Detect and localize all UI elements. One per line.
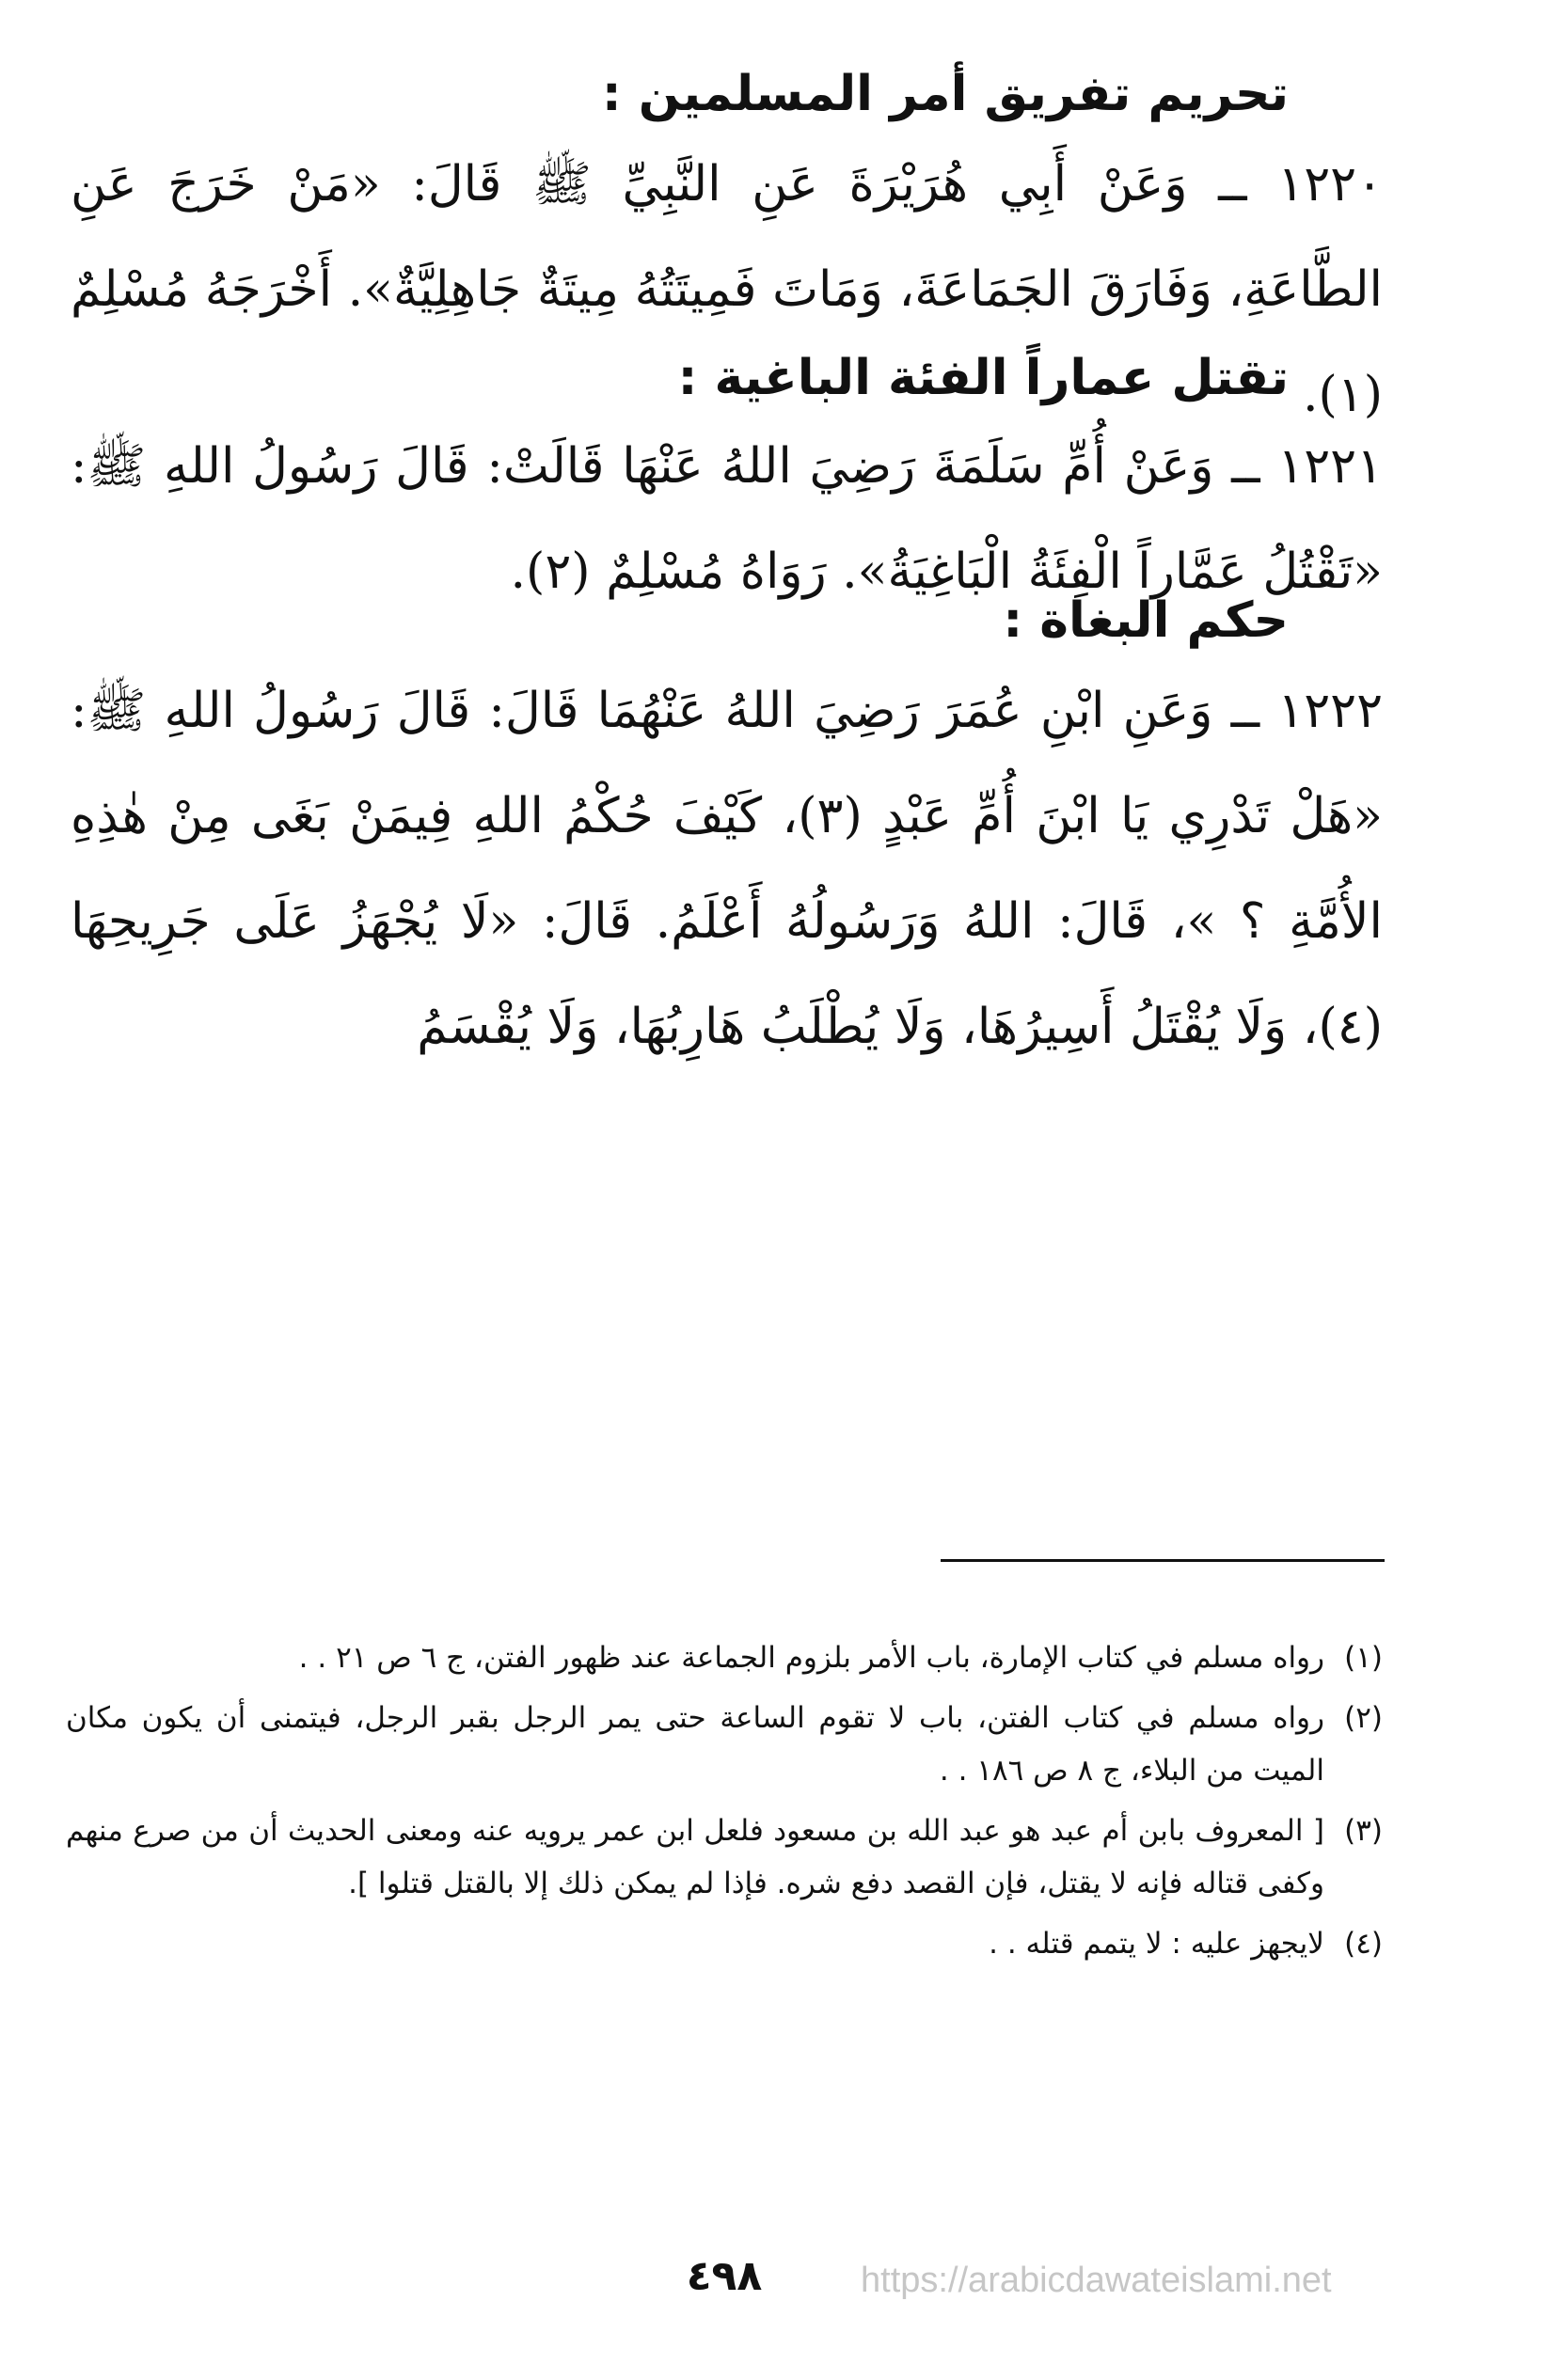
footnote-number: (١): [1344, 1641, 1383, 1675]
section-heading-1: تحريم تفريق أمر المسلمين :: [601, 66, 1289, 122]
footnote-text: لايجهز عليه : لا يتمم قتله . .: [989, 1927, 1324, 1961]
page-number: ٤٩٨: [686, 2252, 763, 2300]
hadith-1220: ١٢٢٠ ــ وَعَنْ أَبِي هُرَيْرَةَ عَنِ النَّبِيِّ ﷺ قَالَ: «مَنْ خَرَجَ عَنِ الطَّاعَةِ، وَفَارَقَ الجَمَاعَةَ، وَمَاتَ فَمِيتَتُهُ مِيتَةٌ جَاهِلِيَّةٌ». أَخْرَجَهُ مُسْلِمٌ (١).: [71, 156, 1383, 423]
footnote-text: رواه مسلم في كتاب الفتن، باب لا تقوم الساعة حتى يمر الرجل بقبر الرجل، فيتمنى أن يكون مكان الميت من البلاء، ج ٨ ص ١٨٦ . .: [66, 1701, 1324, 1788]
section-heading-3: حكم البغاة :: [1003, 592, 1289, 649]
footnote-text: [ المعروف بابن أم عبد هو عبد الله بن مسعود فلعل ابن عمر يرويه عنه ومعنى الحديث أن من صرع منهم وكفى قتاله فإنه لا يقتل، فإن القصد دفع شره. فإذا لم يمكن ذلك إلا بالقتل قتلوا ].: [66, 1814, 1324, 1900]
footnote-2: [66, 1692, 1383, 1797]
hadith-1222: ١٢٢٢ ــ وَعَنِ ابْنِ عُمَرَ رَضِيَ اللهُ عَنْهُمَا قَالَ: قَالَ رَسُولُ اللهِ ﷺ: «هَلْ تَدْرِي يَا ابْنَ أُمِّ عَبْدٍ (٣)، كَيْفَ حُكْمُ اللهِ فِيمَنْ بَغَى مِنْ هٰذِهِ الأُمَّةِ ؟ »، قَالَ: اللهُ وَرَسُولُهُ أَعْلَمُ. قَالَ: «لَا يُجْهَزُ عَلَى جَرِيحِهَا (٤)، وَلَا يُقْتَلُ أَسِيرُهَا، وَلَا يُطْلَبُ هَارِبُهَا، وَلَا يُقْسَمُ: [71, 683, 1383, 1055]
footnote-separator: [941, 1559, 1385, 1562]
hadith-1221: ١٢٢١ ــ وَعَنْ أُمِّ سَلَمَةَ رَضِيَ اللهُ عَنْهَا قَالَتْ: قَالَ رَسُولُ اللهِ ﷺ: «تَقْتُلُ عَمَّاراً الْفِئَةُ الْبَاغِيَةُ». رَوَاهُ مُسْلِمٌ (٢).: [71, 438, 1383, 600]
footnote-3: [66, 1805, 1383, 1910]
section-heading-2: تقتل عماراً الفئة الباغية :: [677, 350, 1289, 406]
footnotes: [66, 1631, 1383, 1978]
footnote-1: [66, 1631, 1383, 1684]
footnote-number: (٢): [1344, 1701, 1383, 1735]
footnote-4: [66, 1917, 1383, 1970]
source-watermark: https://arabicdawateislami.net: [861, 2261, 1332, 2300]
footnote-number: (٣): [1344, 1814, 1383, 1848]
footnote-number: (٤): [1344, 1927, 1383, 1961]
footnote-text: رواه مسلم في كتاب الإمارة، باب الأمر بلزوم الجماعة عند ظهور الفتن، ج ٦ ص ٢١ . .: [298, 1641, 1324, 1675]
